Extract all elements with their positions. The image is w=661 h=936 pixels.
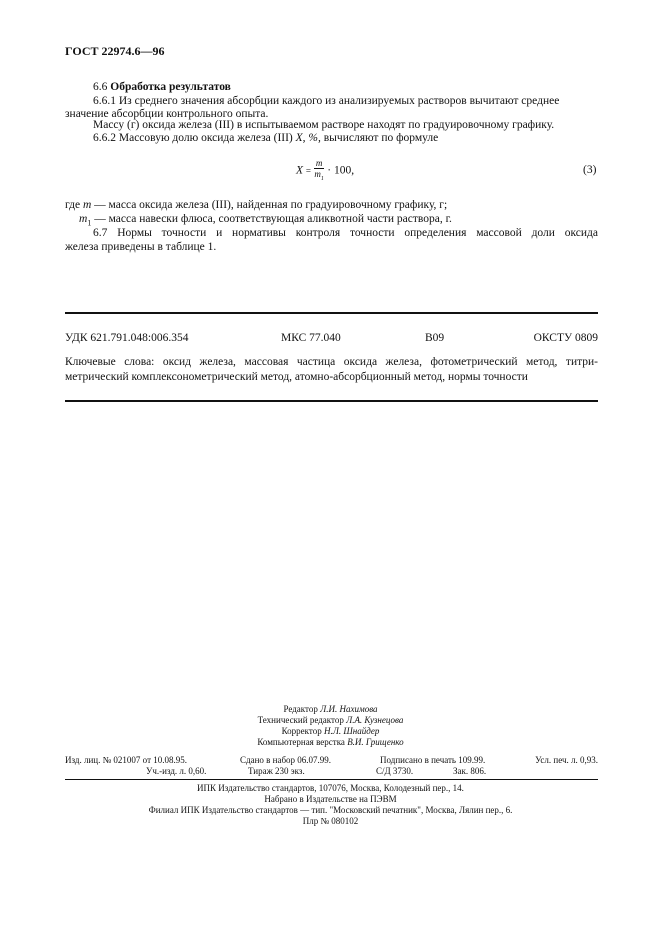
imprint-zak: Зак. 806.: [453, 766, 487, 776]
where-m1-var: m: [79, 213, 88, 225]
formula-lhs: X: [296, 164, 304, 177]
formula-den-var: m: [314, 169, 321, 179]
where-m-var: m: [82, 199, 92, 211]
section-title: Обработка результатов: [110, 81, 231, 93]
imprint-uch: Уч.-изд. л. 0,60.: [146, 766, 207, 776]
paragraph-6-6-2-var: X, %,: [295, 132, 321, 144]
imprint-divider: [65, 779, 598, 780]
top-divider: [65, 312, 598, 314]
formula-den-sub: 1: [320, 175, 324, 182]
formula: [296, 158, 354, 184]
imprint-signed: Подписано в печать 109.99.: [380, 755, 486, 765]
section-number: 6.6: [93, 81, 108, 93]
paragraph-6-6-2-post: вычисляют по формуле: [323, 132, 439, 144]
where-m-desc: — масса оксида железа (III), найденная по градуировочному графику, г;: [94, 199, 448, 211]
imprint-license: Изд. лиц. № 021007 от 10.08.95.: [65, 755, 187, 765]
publisher-line2: Набрано в Издательстве на ПЭВМ: [264, 794, 397, 804]
document-header: ГОСТ 22974.6—96: [65, 44, 165, 58]
publisher-line3: Филиал ИПК Издательство стандартов — тип. "Московский печатник", Москва, Лялин пер., 6.: [148, 805, 513, 815]
udk-code: УДК 621.791.048:006.354: [65, 332, 189, 344]
imprint-sd: С/Д 3730.: [376, 766, 414, 776]
paragraph-6-7-line2: железа приведены в таблице 1.: [65, 241, 217, 253]
paragraph-6-7-line1: 6.7 Нормы точности и нормативы контроля точности определения массовой доли оксида: [93, 227, 598, 239]
credit-tech-label: Технический редактор: [257, 715, 344, 725]
paragraph-6-6-1-line1: 6.6.1 Из среднего значения абсорбции каждого из анализируемых растворов вычитают среднее: [93, 95, 560, 107]
paragraph-6-6-2: [93, 131, 438, 145]
category-code: В09: [425, 332, 445, 344]
where-m1-sub: 1: [87, 218, 92, 228]
formula-numerator: m: [315, 158, 323, 168]
credit-corrector-name: Н.Л. Шнайдер: [324, 726, 380, 736]
formula-equals: =: [305, 165, 311, 176]
formula-number: (3): [583, 164, 597, 176]
credit-layout: [0, 736, 661, 748]
imprint-usl: Усл. печ. л. 0,93.: [535, 755, 598, 765]
credit-layout-label: Компьютерная верстка: [257, 737, 345, 747]
credit-tech-name: Л.А. Кузнецова: [346, 715, 404, 725]
paragraph-6-6-2-pre: 6.6.2 Массовую долю оксида железа (III): [93, 132, 293, 144]
imprint-sent: Сдано в набор 06.07.99.: [240, 755, 332, 765]
publisher-line4: Плр № 080102: [302, 816, 359, 826]
keywords-line1: Ключевые слова: оксид железа, массовая частица оксида железа, фотометрический метод, титри-: [65, 356, 598, 368]
mks-code: МКС 77.040: [281, 332, 341, 344]
credit-layout-name: В.И. Грищенко: [347, 737, 404, 747]
where-lead: где: [65, 199, 81, 211]
okstu-code: ОКСТУ 0809: [533, 332, 598, 344]
bottom-divider: [65, 400, 598, 402]
where-m: [65, 198, 447, 212]
section-heading: [93, 80, 231, 94]
keywords-line2: метрический комплексонометрический метод, атомно-абсорбционный метод, нормы точности: [65, 371, 528, 383]
publisher-line1: ИПК Издательство стандартов, 107076, Москва, Колодезный пер., 14.: [197, 783, 464, 793]
credit-editor-label: Редактор: [283, 704, 318, 714]
paragraph-mass: Массу (г) оксида железа (III) в испытываемом растворе находят по градуировочному графику.: [93, 119, 555, 131]
credit-corrector-label: Корректор: [281, 726, 322, 736]
formula-denominator: [314, 169, 325, 184]
paragraph-6-6-1-line2: значение абсорбции контрольного опыта.: [65, 108, 269, 120]
formula-fraction: [314, 158, 325, 184]
imprint-tirazh: Тираж 230 экз.: [248, 766, 305, 776]
where-m1-desc: — масса навески флюса, соответствующая аликвотной части раствора, г.: [94, 213, 452, 225]
credit-editor-name: Л.И. Нахимова: [320, 704, 378, 714]
formula-tail: · 100,: [327, 164, 355, 177]
